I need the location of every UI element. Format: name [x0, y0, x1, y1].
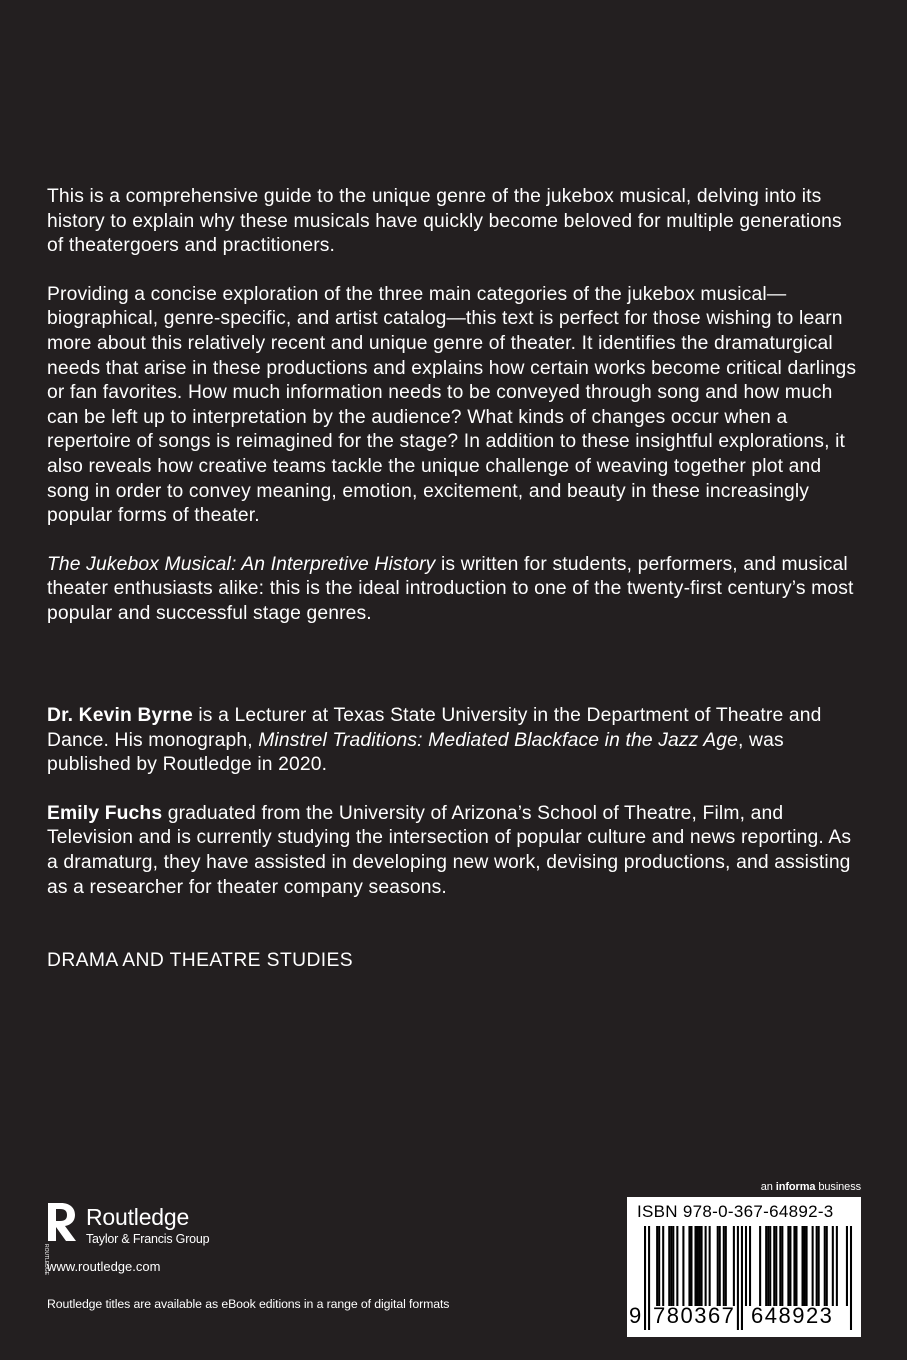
barcode-bar	[662, 1226, 664, 1306]
informa-business-line	[761, 1181, 861, 1193]
barcode-bar	[688, 1226, 690, 1306]
barcode-bar	[725, 1226, 727, 1306]
blurb-paragraph-3	[47, 553, 862, 627]
blurb-paragraph-2: Providing a concise exploration of the three main categories of the jukebox musical—biographical, genre-specific, and artist catalog—this text is perfect for those wishing to learn more about this relatively recent and unique genre of theater. It identifies the dramaturgical needs that arise in these productions and explains how certain works become critical darlings or fan favorites. How much information needs to be conveyed through song and how much can be left up to interpretation by the audience? What kinds of changes occur when a repertoire of songs is reimagined for the stage? In addition to these insightful explorations, it also reveals how creative teams tackle the unique challenge of weaving together plot and song in order to convey meaning, emotion, excitement, and beauty in these increasingly popular forms of theater.	[47, 283, 857, 527]
author-1-text-a: is a Lecturer at Texas State University in the Department of Theatre and Dance. His monograph,	[47, 705, 822, 751]
barcode-bar	[709, 1226, 711, 1306]
author-bio-1	[47, 704, 862, 778]
barcode-bar	[802, 1226, 804, 1306]
barcode-bar	[648, 1226, 650, 1330]
author-2-text: graduated from the University of Arizona’s School of Theatre, Film, and Television and is currently studying the intersection of popular culture and news reporting. As a dramaturg, they have assisted in developing new work, devising productions, and assisting as a researcher for theater company seasons.	[47, 802, 852, 898]
barcode-bar	[775, 1226, 777, 1306]
barcode-bar	[694, 1226, 696, 1306]
author-1-book-title: Minstrel Traditions: Mediated Blackface in the Jazz Age	[258, 729, 739, 751]
barcode-bar	[717, 1226, 719, 1306]
barcode-bar	[705, 1226, 707, 1306]
logo-text	[86, 1205, 209, 1247]
barcode-bar	[836, 1226, 838, 1306]
barcode-bar	[676, 1226, 678, 1306]
barcode-bar	[697, 1226, 699, 1306]
blurb-paragraph-3-text: is written for students, performers, and musical theater enthusiasts alike: this is the ideal introduction to one of the twenty-first century’s most popular and successful stage genres.	[47, 553, 854, 624]
barcode-digits-left: 780367	[653, 1303, 736, 1328]
barcode-bar	[804, 1226, 806, 1306]
publisher-group: Taylor & Francis Group	[86, 1232, 210, 1246]
author-bios	[47, 704, 862, 924]
barcode-bar	[832, 1226, 834, 1306]
author-2-name: Emily Fuchs	[47, 802, 163, 824]
barcode-bar	[818, 1226, 820, 1306]
barcode-bar	[644, 1226, 646, 1330]
barcode-bar	[682, 1226, 684, 1306]
barcode-bar	[749, 1226, 751, 1306]
routledge-r-icon	[43, 1203, 78, 1276]
barcode-bar	[787, 1226, 789, 1306]
barcode-bar	[668, 1226, 670, 1306]
ebook-note: Routledge titles are available as eBook editions in a range of digital formats	[47, 1297, 450, 1311]
barcode-digit-first: 9	[629, 1303, 642, 1328]
book-title: The Jukebox Musical: An Interpretive History	[47, 553, 436, 575]
informa-bold: informa	[775, 1181, 816, 1193]
back-cover-blurb	[47, 185, 862, 651]
barcode-bar	[826, 1226, 828, 1306]
barcode-bar	[745, 1226, 747, 1306]
routledge-mark-text: ROUTLEDGE	[43, 1244, 49, 1276]
informa-suffix: business	[815, 1181, 861, 1193]
publisher-name: Routledge	[86, 1204, 190, 1230]
barcode-bar	[765, 1226, 767, 1306]
informa-prefix: an	[760, 1181, 776, 1193]
author-1-text-b: , was published by Routledge in 2020.	[47, 729, 784, 776]
barcode-bar	[793, 1226, 795, 1306]
barcode-bar	[779, 1226, 781, 1306]
barcode-bar	[690, 1226, 692, 1306]
barcode-bar	[812, 1226, 814, 1306]
isbn-barcode	[627, 1197, 861, 1337]
barcode-bar	[769, 1226, 771, 1306]
barcode-bar	[767, 1226, 769, 1306]
barcode-bar	[795, 1226, 797, 1306]
barcode-bar	[789, 1226, 791, 1306]
barcode-bar	[723, 1226, 725, 1306]
barcode-bar	[701, 1226, 703, 1306]
barcode-bar	[670, 1226, 672, 1306]
publisher-url[interactable]: www.routledge.com	[47, 1259, 161, 1274]
isbn-label: ISBN 978-0-367-64892-3	[637, 1202, 834, 1221]
barcode-bar	[656, 1226, 658, 1306]
barcode-bar	[733, 1226, 735, 1306]
barcode-bar	[846, 1226, 848, 1306]
barcode-bar	[719, 1226, 721, 1306]
author-bio-2	[47, 802, 862, 900]
barcode-bar	[824, 1226, 826, 1306]
barcode-bar	[816, 1226, 818, 1306]
barcode-bar	[737, 1226, 739, 1330]
subject-category: DRAMA AND THEATRE STUDIES	[47, 950, 354, 971]
barcode-bar	[773, 1226, 775, 1306]
barcode-bar	[850, 1226, 852, 1330]
barcode-bar	[741, 1226, 743, 1330]
barcode-bar	[658, 1226, 660, 1306]
barcode-bar	[672, 1226, 674, 1306]
author-1-name: Dr. Kevin Byrne	[47, 705, 193, 726]
barcode-bar	[781, 1226, 783, 1306]
barcode-digits-right: 648923	[751, 1303, 834, 1328]
barcode-bar	[759, 1226, 761, 1306]
barcode-bar	[806, 1226, 808, 1306]
blurb-paragraph-1: This is a comprehensive guide to the unique genre of the jukebox musical, delving into its history to explain why these musicals have quickly become beloved for multiple generations of theatergoers and practitioners.	[47, 186, 842, 257]
barcode-bar	[699, 1226, 701, 1306]
